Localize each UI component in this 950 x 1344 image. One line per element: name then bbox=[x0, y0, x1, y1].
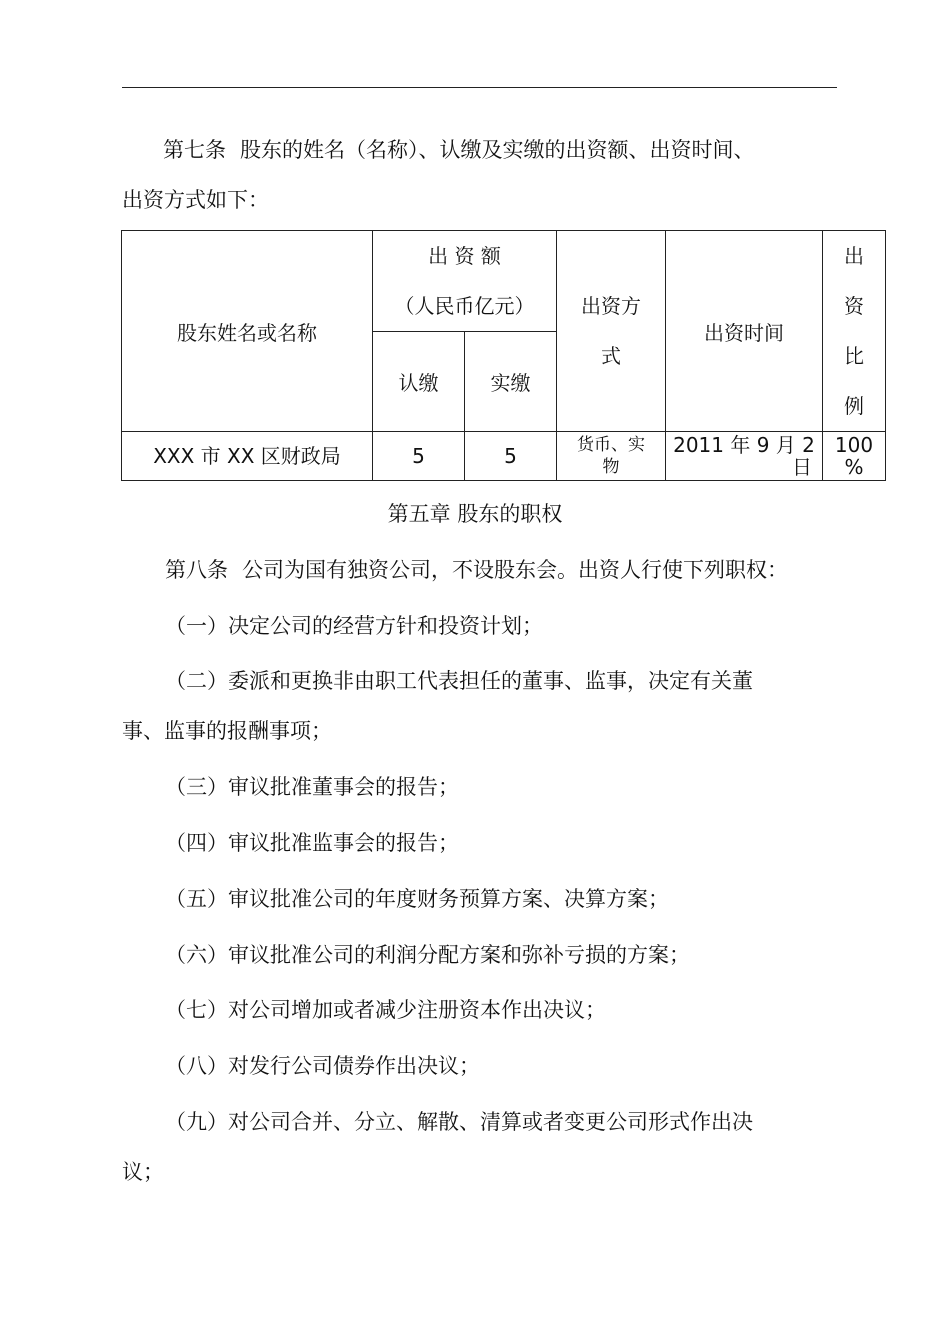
header-ratio bbox=[823, 231, 886, 432]
header-amount-line2: （人民币亿元） bbox=[394, 294, 535, 318]
cell-ratio-line2: % bbox=[844, 455, 864, 479]
header-rule bbox=[122, 87, 837, 88]
list-item: （二）委派和更换非由职工代表担任的董事、监事，决定有关董 bbox=[165, 669, 753, 693]
list-item: （八）对发行公司债券作出决议； bbox=[165, 1054, 480, 1078]
cell-method-line2: 物 bbox=[602, 457, 620, 477]
list-item: （三）审议批准董事会的报告； bbox=[165, 775, 459, 799]
article8-label: 第八条 bbox=[165, 558, 228, 582]
chapter5-title: 第五章 股东的职权 bbox=[387, 502, 563, 526]
cell-ratio-line1: 100 bbox=[834, 433, 874, 457]
cell-subscribed: 5 bbox=[373, 432, 465, 481]
article8-text: 公司为国有独资公司，不设股东会。出资人行使下列职权： bbox=[242, 558, 788, 582]
cell-method-line1: 货币、实 bbox=[577, 435, 645, 455]
article7-line1 bbox=[163, 136, 755, 164]
shareholder-table bbox=[121, 230, 886, 481]
header-ratio-char: 比 bbox=[844, 344, 864, 368]
article7-line2: 出资方式如下： bbox=[122, 188, 269, 212]
cell-time bbox=[666, 432, 823, 481]
header-method bbox=[557, 231, 666, 432]
header-name: 股东姓名或名称 bbox=[122, 231, 373, 432]
header-time: 出资时间 bbox=[666, 231, 823, 432]
cell-name: XXX 市 XX 区财政局 bbox=[122, 432, 373, 481]
header-amount-line1: 出 资 额 bbox=[428, 244, 501, 268]
header-ratio-char: 例 bbox=[844, 394, 864, 418]
header-method-line2: 式 bbox=[601, 344, 621, 368]
list-item: （六）审议批准公司的利润分配方案和弥补亏损的方案； bbox=[165, 943, 690, 967]
list-item-continuation: 事、监事的报酬事项； bbox=[122, 719, 332, 743]
list-item: （九）对公司合并、分立、解散、清算或者变更公司形式作出决 bbox=[165, 1110, 753, 1134]
cell-time-line1: 2011 年 9 月 2 bbox=[673, 433, 815, 457]
cell-time-line2: 日 bbox=[792, 455, 812, 479]
cell-paid: 5 bbox=[465, 432, 557, 481]
article7-label: 第七条 bbox=[163, 138, 226, 162]
header-subscribed: 认缴 bbox=[373, 332, 465, 432]
article7-text: 股东的姓名（名称）、认缴及实缴的出资额、出资时间、 bbox=[240, 138, 755, 162]
list-item: （四）审议批准监事会的报告； bbox=[165, 831, 459, 855]
cell-ratio bbox=[823, 432, 886, 481]
table-row bbox=[122, 432, 886, 481]
header-ratio-char: 出 bbox=[844, 244, 864, 268]
header-method-line1: 出资方 bbox=[581, 294, 641, 318]
header-ratio-char: 资 bbox=[844, 294, 864, 318]
list-item-continuation: 议； bbox=[122, 1160, 164, 1184]
header-paid: 实缴 bbox=[465, 332, 557, 432]
list-item: （七）对公司增加或者减少注册资本作出决议； bbox=[165, 998, 606, 1022]
article8-line bbox=[165, 556, 788, 584]
cell-method bbox=[557, 432, 666, 481]
list-item: （五）审议批准公司的年度财务预算方案、决算方案； bbox=[165, 887, 669, 911]
header-amount bbox=[373, 231, 557, 332]
list-item: （一）决定公司的经营方针和投资计划； bbox=[165, 614, 543, 638]
